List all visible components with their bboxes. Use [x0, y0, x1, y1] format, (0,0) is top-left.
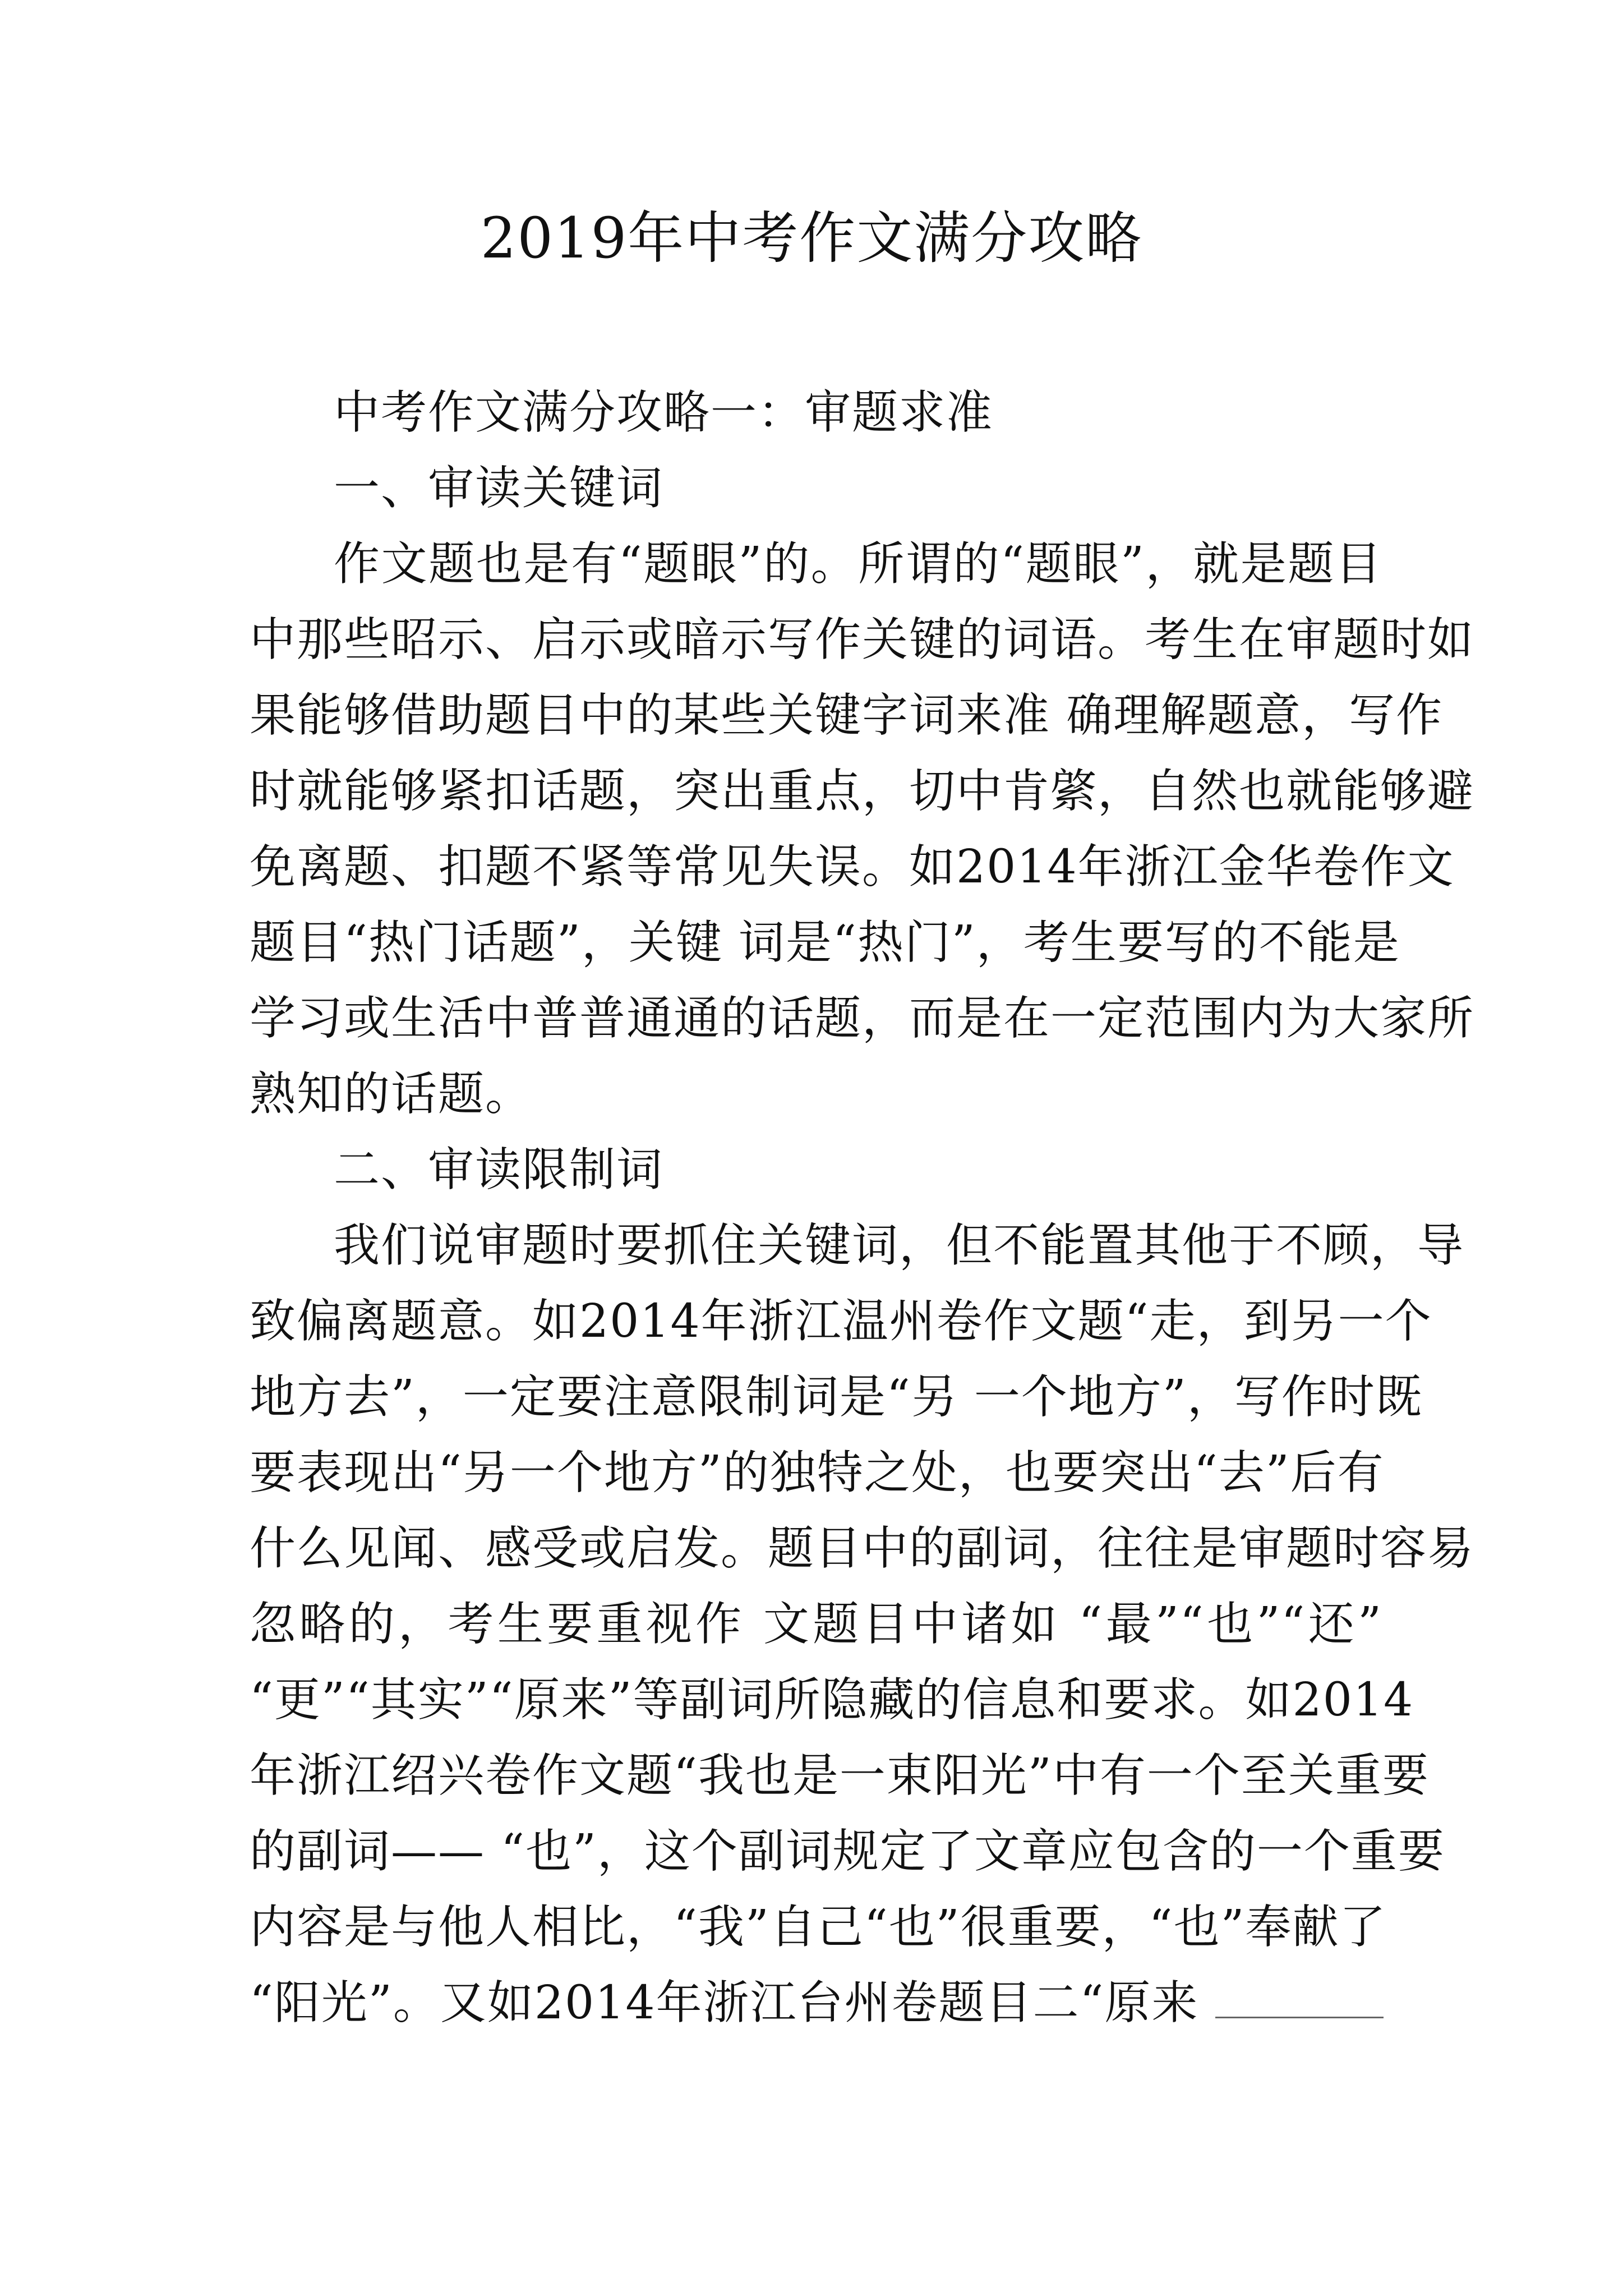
- paragraph-line: 作文题也是有“题眼”的。所谓的“题眼”，就是题目: [334, 537, 1382, 591]
- paragraph-line: “更”“其实”“原来”等副词所隐藏的信息和要求。如2014: [250, 1673, 1414, 1727]
- section-heading-strategy-one: 中考作文满分攻略一：审题求准: [334, 386, 994, 439]
- paragraph-line: 地方去”，一定要注意限制词是“另 一个地方”，写作时既: [250, 1370, 1423, 1424]
- paragraph-line-text: “阳光”。又如2014年浙江台州卷题目二“原来: [250, 1976, 1199, 2030]
- subsection-heading-keywords: 一、审读关键词: [334, 462, 664, 515]
- paragraph-line: 致偏离题意。如2014年浙江温州卷作文题“走，到另一个: [250, 1295, 1432, 1348]
- paragraph-line: 学习或生活中普普通通的话题，而是在一定范围内为大家所: [250, 992, 1475, 1045]
- paragraph-line: 要表现出“另一个地方”的独特之处，也要突出“去”后有: [250, 1446, 1385, 1499]
- paragraph-line: 的副词—— “也”，这个副词规定了文章应包含的一个重要: [250, 1825, 1445, 1878]
- paragraph-line: 年浙江绍兴卷作文题“我也是一束阳光”中有一个至关重要: [250, 1749, 1430, 1802]
- paragraph-line: 忽略的，考生要重视作 文题目中诸如 “最”“也”“还”: [250, 1598, 1382, 1651]
- paragraph-line: 内容是与他人相比，“我”自己“也”很重要，“也”奉献了: [250, 1901, 1387, 1954]
- paragraph-line: 熟知的话题。: [250, 1068, 533, 1121]
- document-title: 2019年中考作文满分攻略: [480, 205, 1143, 271]
- paragraph-line: 果能够借助题目中的某些关键字词来准 确理解题意，写作: [250, 689, 1444, 742]
- paragraph-line: 题目“热门话题”，关键 词是“热门”，考生要写的不能是: [250, 916, 1400, 969]
- paragraph-line: 免离题、扣题不紧等常见失误。如2014年浙江金华卷作文: [250, 840, 1455, 894]
- paragraph-restrictive-words: [250, 1208, 1475, 2041]
- paragraph-line: 什么见闻、感受或启发。题目中的副词，往往是审题时容易: [250, 1522, 1475, 1575]
- subsection-heading-restrictive-words: 二、审读限制词: [334, 1143, 664, 1197]
- fill-in-blank: [1215, 2014, 1384, 2018]
- paragraph-line: 时就能够紧扣话题，突出重点，切中肯綮，自然也就能够避: [250, 765, 1475, 818]
- paragraph-line: 我们说审题时要抓住关键词，但不能置其他于不顾，导: [334, 1219, 1465, 1272]
- paragraph-line: 中那些昭示、启示或暗示写作关键的词语。考生在审题时如: [250, 613, 1475, 666]
- document-body: [250, 375, 1475, 2041]
- paragraph-keywords: [250, 526, 1475, 1132]
- paragraph-line-with-blank: [250, 1965, 1382, 2041]
